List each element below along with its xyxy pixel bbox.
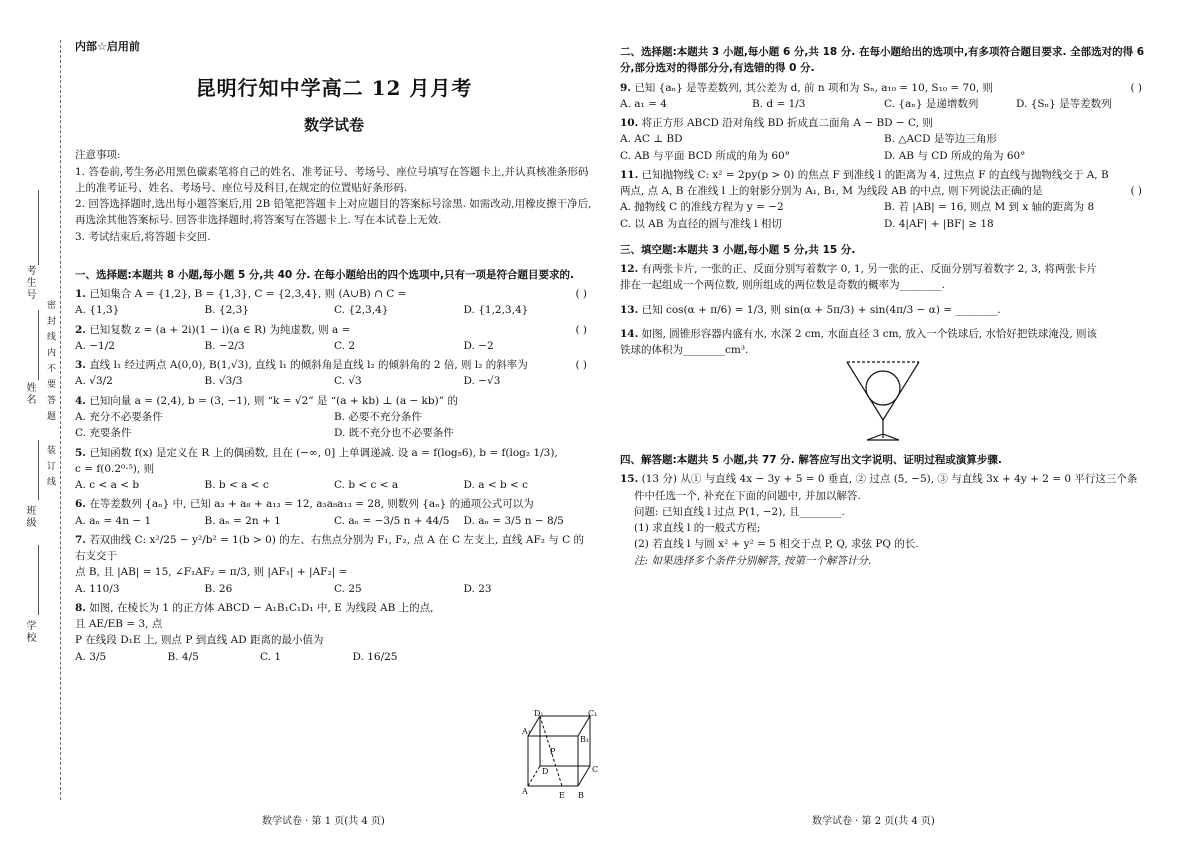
option: D. −2 xyxy=(463,339,494,352)
page-footer: 数学试卷 · 第 1 页(共 4 页) xyxy=(262,816,385,827)
cube-figure xyxy=(522,710,602,802)
question-10 xyxy=(620,115,1148,164)
question-6 xyxy=(75,496,593,529)
question-stem: 已知向量 a = (2,4), b = (3, −1), 则 “k = √2” 是 “(a + kb) ⊥ (a − kb)” 的 xyxy=(89,394,458,407)
answer-paren: ( ) xyxy=(575,288,587,301)
option: C. b < c < a xyxy=(334,479,399,492)
question-number: 6. xyxy=(75,498,86,511)
binding-text: 装 订 线 xyxy=(45,445,55,488)
option: B. √3/3 xyxy=(204,375,243,388)
option: C. 2 xyxy=(334,339,356,352)
section-heading: 二、选择题:本题共 3 小题,每小题 6 分,共 18 分. 在每小题给出的选项中,有多项符合题目要求. 全部选对的得 6 分,部分选对的得部分分,有选错的得 0 分. xyxy=(620,46,1145,75)
option: D. {Sₙ} 是等差数列 xyxy=(1016,97,1112,110)
question-stem-cont: 两点, 点 A, B 在准线 l 上的射影分别为 A₁, B₁, M 为线段 AB 的中点, 则下列说法正确的是 xyxy=(620,185,1043,198)
option: A. 充分不必要条件 xyxy=(75,411,163,424)
option: C. {aₙ} 是递增数列 xyxy=(884,97,979,110)
question-number: 10. xyxy=(620,117,639,130)
question-number: 8. xyxy=(75,601,86,614)
question-number: 4. xyxy=(75,394,86,407)
confidential-mark: 内部☆启用前 xyxy=(75,40,140,53)
cube-label: D xyxy=(542,767,549,776)
notice-item: 2. 回答选择题时,选出每小题答案后,用 2B 铅笔把答题卡上对应题目的答案标号涂黑. 如需改动,用橡皮擦干净后,再选涂其他答案标号. 回答非选择题时,将答案写在答题卡上. 写在本试卷上无效. xyxy=(75,198,592,227)
cube-label: C₁ xyxy=(588,710,598,718)
page-2 xyxy=(620,38,1148,569)
notice-heading: 注意事项: xyxy=(75,149,121,162)
question-note: 注: 如果选择多个条件分别解答, 按第一个解答计分. xyxy=(634,554,872,567)
question-stem: 有两张卡片, 一张的正、反面分别写着数字 0, 1, 另一张的正、反面分别写着数字 2, 3, 将两张卡片 xyxy=(641,263,1097,276)
question-9 xyxy=(620,80,1148,113)
answer-paren: ( ) xyxy=(575,359,587,372)
option: C. AB 与平面 BCD 所成的角为 60° xyxy=(620,149,790,162)
option: B. 26 xyxy=(204,582,233,595)
question-stem: 已知函数 f(x) 是定义在 R 上的偶函数, 且在 (−∞, 0] 上单调递减. 设 a = f(log₅6), b = f(log₂ 1/3), xyxy=(89,446,558,459)
question-stem: 将正方形 ABCD 沿对角线 BD 折成直二面角 A − BD − C, 则 xyxy=(641,117,933,130)
iron-ball xyxy=(866,371,900,405)
question-stem-cont: 铁球的体积为________cm³. xyxy=(620,344,749,357)
option: C. 1 xyxy=(260,650,282,663)
cube-label: B xyxy=(578,791,584,800)
option: A. 抛物线 C 的准线方程为 y = −2 xyxy=(620,201,784,214)
question-stem: 已知 cos(α + π/6) = 1/3, 则 sin(α + 5π/3) + sin(4π/3 − α) = ________. xyxy=(641,303,1001,316)
question-number: 15. xyxy=(620,473,639,486)
question-stem-cont: 排在一起组成一个两位数, 则所组成的两位数是奇数的概率为________. xyxy=(620,279,946,292)
seal-dashed-line xyxy=(60,40,61,800)
question-stem: 已知集合 A = {1,2}, B = {1,3}, C = {2,3,4}, 则 (A∪B) ∩ C = xyxy=(89,288,407,301)
question-stem: 直线 l₁ 经过两点 A(0,0), B(1,√3), 直线 l₁ 的倾斜角是直线 l₂ 的倾斜角的 2 倍, 则 l₂ 的斜率为 xyxy=(89,359,528,372)
option: A. c < a < b xyxy=(75,479,140,492)
question-stem: (13 分) 从① 与直线 4x − 3y + 5 = 0 垂直, ② 过点 (5, −5), ③ 与直线 3x + 4y + 2 = 0 平行这三个条 xyxy=(641,473,1138,486)
question-11 xyxy=(620,167,1148,232)
option: B. △ACD 是等边三角形 xyxy=(884,133,997,146)
question-stem: 已知 {aₙ} 是等差数列, 其公差为 d, 前 n 项和为 Sₙ, a₁₀ = 10, S₁₀ = 70, 则 xyxy=(634,81,994,94)
seat-number-label: 考生号 xyxy=(24,265,35,301)
name-label: 姓名 xyxy=(24,382,35,406)
option: D. AB 与 CD 所成的角为 60° xyxy=(884,149,1026,162)
option: D. −√3 xyxy=(463,375,501,388)
option: A. a₁ = 4 xyxy=(620,97,667,110)
option: D. 4|AF| + |BF| ≥ 18 xyxy=(884,217,994,230)
cube-edge xyxy=(578,766,590,786)
option: B. 必要不充分条件 xyxy=(334,411,422,424)
seat-number-blank xyxy=(38,190,39,265)
question-problem: 问题: 已知直线 l 过点 P(1, −2), 且________. xyxy=(634,505,845,518)
question-number: 12. xyxy=(620,263,639,276)
option: D. 既不充分也不必要条件 xyxy=(334,427,454,440)
notice-block xyxy=(75,147,593,245)
page-1 xyxy=(75,38,599,800)
cone-side xyxy=(883,362,919,420)
school-blank xyxy=(38,545,39,615)
option: B. −2/3 xyxy=(204,339,245,352)
answer-paren: ( ) xyxy=(575,323,587,336)
name-blank xyxy=(38,310,39,380)
cone-figure xyxy=(843,358,923,448)
cube-label: B₁ xyxy=(580,735,590,744)
class-label: 班级 xyxy=(24,505,35,529)
question-14 xyxy=(620,326,1148,446)
question-stem: 若双曲线 C: x²/25 − y²/b² = 1(b > 0) 的左、右焦点分别为 F₁, F₂, 点 A 在 C 左支上, 直线 AF₂ 与 C 的右支交于 xyxy=(75,533,585,563)
cube-label: P xyxy=(550,747,556,756)
question-2 xyxy=(75,322,593,355)
cube-label: D₁ xyxy=(534,710,544,718)
option: A. {1,3} xyxy=(75,304,120,317)
cube-label: C xyxy=(592,765,599,774)
option: C. {2,3,4} xyxy=(334,304,389,317)
option: A. 3/5 xyxy=(75,650,107,663)
question-7 xyxy=(75,532,593,597)
question-number: 2. xyxy=(75,323,86,336)
question-15 xyxy=(620,471,1148,569)
question-number: 3. xyxy=(75,359,86,372)
cube-front-face xyxy=(528,736,578,786)
option: C. aₙ = −3/5 n + 44/5 xyxy=(334,514,450,527)
cube-edge xyxy=(578,716,590,736)
school-label: 学校 xyxy=(24,620,35,644)
cube-label: A xyxy=(522,787,528,796)
answer-paren: ( ) xyxy=(1130,185,1142,198)
exam-subject: 数学试卷 xyxy=(303,116,364,135)
question-number: 13. xyxy=(620,303,639,316)
question-number: 11. xyxy=(620,168,639,181)
question-number: 14. xyxy=(620,327,639,340)
question-part: (2) 若直线 l 与圆 x² + y² = 5 相交于点 P, Q, 求弦 PQ 的长. xyxy=(634,538,919,551)
question-5 xyxy=(75,445,593,494)
option: D. {1,2,3,4} xyxy=(463,304,529,317)
exam-title: 昆明行知中学高二 12 月月考 xyxy=(195,76,473,101)
option: A. 110/3 xyxy=(75,582,120,595)
question-12 xyxy=(620,261,1148,294)
question-13 xyxy=(620,302,1148,318)
question-stem: 已知复数 z = (a + 2i)(1 − i)(a ∈ R) 为纯虚数, 则 a = xyxy=(89,323,351,336)
option: A. aₙ = 4n − 1 xyxy=(75,514,152,527)
option: C. 充要条件 xyxy=(75,427,132,440)
section-heading: 四、解答题:本题共 5 小题,共 77 分. 解答应写出文字说明、证明过程或演算步骤. xyxy=(620,453,1002,466)
question-8 xyxy=(75,600,445,665)
question-part: (1) 求直线 l 的一般式方程; xyxy=(634,522,761,535)
option: D. a < b < c xyxy=(463,479,529,492)
cube-label: E xyxy=(559,791,565,800)
question-3 xyxy=(75,357,593,390)
question-stem: 如图, 在棱长为 1 的正方体 ABCD − A₁B₁C₁D₁ 中, E 为线段 AB 上的点, 且 AE/EB = 3, 点 xyxy=(75,601,434,631)
question-stem-cont: c = f(0.2⁰·⁵), 则 xyxy=(75,462,155,475)
page-footer: 数学试卷 · 第 2 页(共 4 页) xyxy=(812,816,935,827)
option: D. aₙ = 3/5 n − 8/5 xyxy=(463,514,564,527)
option: D. 16/25 xyxy=(352,650,398,663)
question-number: 9. xyxy=(620,81,631,94)
option: B. d = 1/3 xyxy=(752,97,806,110)
cube-label: A₁ xyxy=(522,727,531,736)
question-number: 1. xyxy=(75,288,86,301)
question-stem-cont: P 在线段 D₁E 上, 则点 P 到直线 AD 距离的最小值为 xyxy=(75,634,324,647)
question-number: 5. xyxy=(75,446,86,459)
cube-hidden-edge xyxy=(528,766,540,786)
option: C. √3 xyxy=(334,375,362,388)
class-blank xyxy=(38,440,39,500)
option: B. b < a < c xyxy=(204,479,269,492)
seal-warning: 密 封 线 内 不 要 答 题 xyxy=(45,300,55,423)
cone-base-leg xyxy=(867,434,883,440)
section-heading: 三、填空题:本题共 3 小题,每小题 5 分,共 15 分. xyxy=(620,243,856,256)
question-stem: 如图, 圆锥形容器内盛有水, 水深 2 cm, 水面直径 3 cm, 放入一个铁球后, 水恰好把铁球淹没, 则该 xyxy=(641,327,1098,340)
question-4 xyxy=(75,393,593,442)
question-stem-cont: 件中任选一个, 补充在下面的问题中, 并加以解答. xyxy=(634,489,861,502)
notice-item: 1. 答卷前,考生务必用黑色碳素笔将自己的姓名、准考证号、考场号、座位号填写在答题卡上,并认真核准条形码上的准考证号、姓名、考场号、座位号及科目,在规定的位置贴好条形码. xyxy=(75,165,589,194)
question-stem: 已知抛物线 C: x² = 2py(p > 0) 的焦点 F 到准线 l 的距离为 4, 过焦点 F 的直线与抛物线交于 A, B xyxy=(641,168,1109,181)
notice-item: 3. 考试结束后,将答题卡交回. xyxy=(75,230,211,243)
option: B. 4/5 xyxy=(167,650,199,663)
option: D. 23 xyxy=(463,582,492,595)
question-stem-cont: 点 B, 且 |AB| = 15, ∠F₁AF₂ = π/3, 则 |AF₁| + |AF₂| = xyxy=(75,566,348,579)
option: B. 若 |AB| = 16, 则点 M 到 x 轴的距离为 8 xyxy=(884,201,1095,214)
option: A. √3/2 xyxy=(75,375,113,388)
question-stem: 在等差数列 {aₙ} 中, 已知 a₃ + a₈ + a₁₃ = 12, a₃a₈a₁₃ = 28, 则数列 {aₙ} 的通项公式可以为 xyxy=(89,498,534,511)
option: C. 25 xyxy=(334,582,362,595)
question-number: 7. xyxy=(75,533,86,546)
option: C. 以 AB 为直径的圆与准线 l 相切 xyxy=(620,217,782,230)
answer-paren: ( ) xyxy=(1130,81,1142,94)
cone-side xyxy=(847,362,883,420)
option: A. AC ⊥ BD xyxy=(620,133,683,146)
option: B. {2,3} xyxy=(204,304,249,317)
binding-margin xyxy=(0,0,62,849)
option: B. aₙ = 2n + 1 xyxy=(204,514,281,527)
cone-base-leg xyxy=(883,434,899,440)
option: A. −1/2 xyxy=(75,339,115,352)
question-1 xyxy=(75,286,593,319)
section-heading: 一、选择题:本题共 8 小题,每小题 5 分,共 40 分. 在每小题给出的四个选项中,只有一项是符合题目要求的. xyxy=(75,268,574,281)
